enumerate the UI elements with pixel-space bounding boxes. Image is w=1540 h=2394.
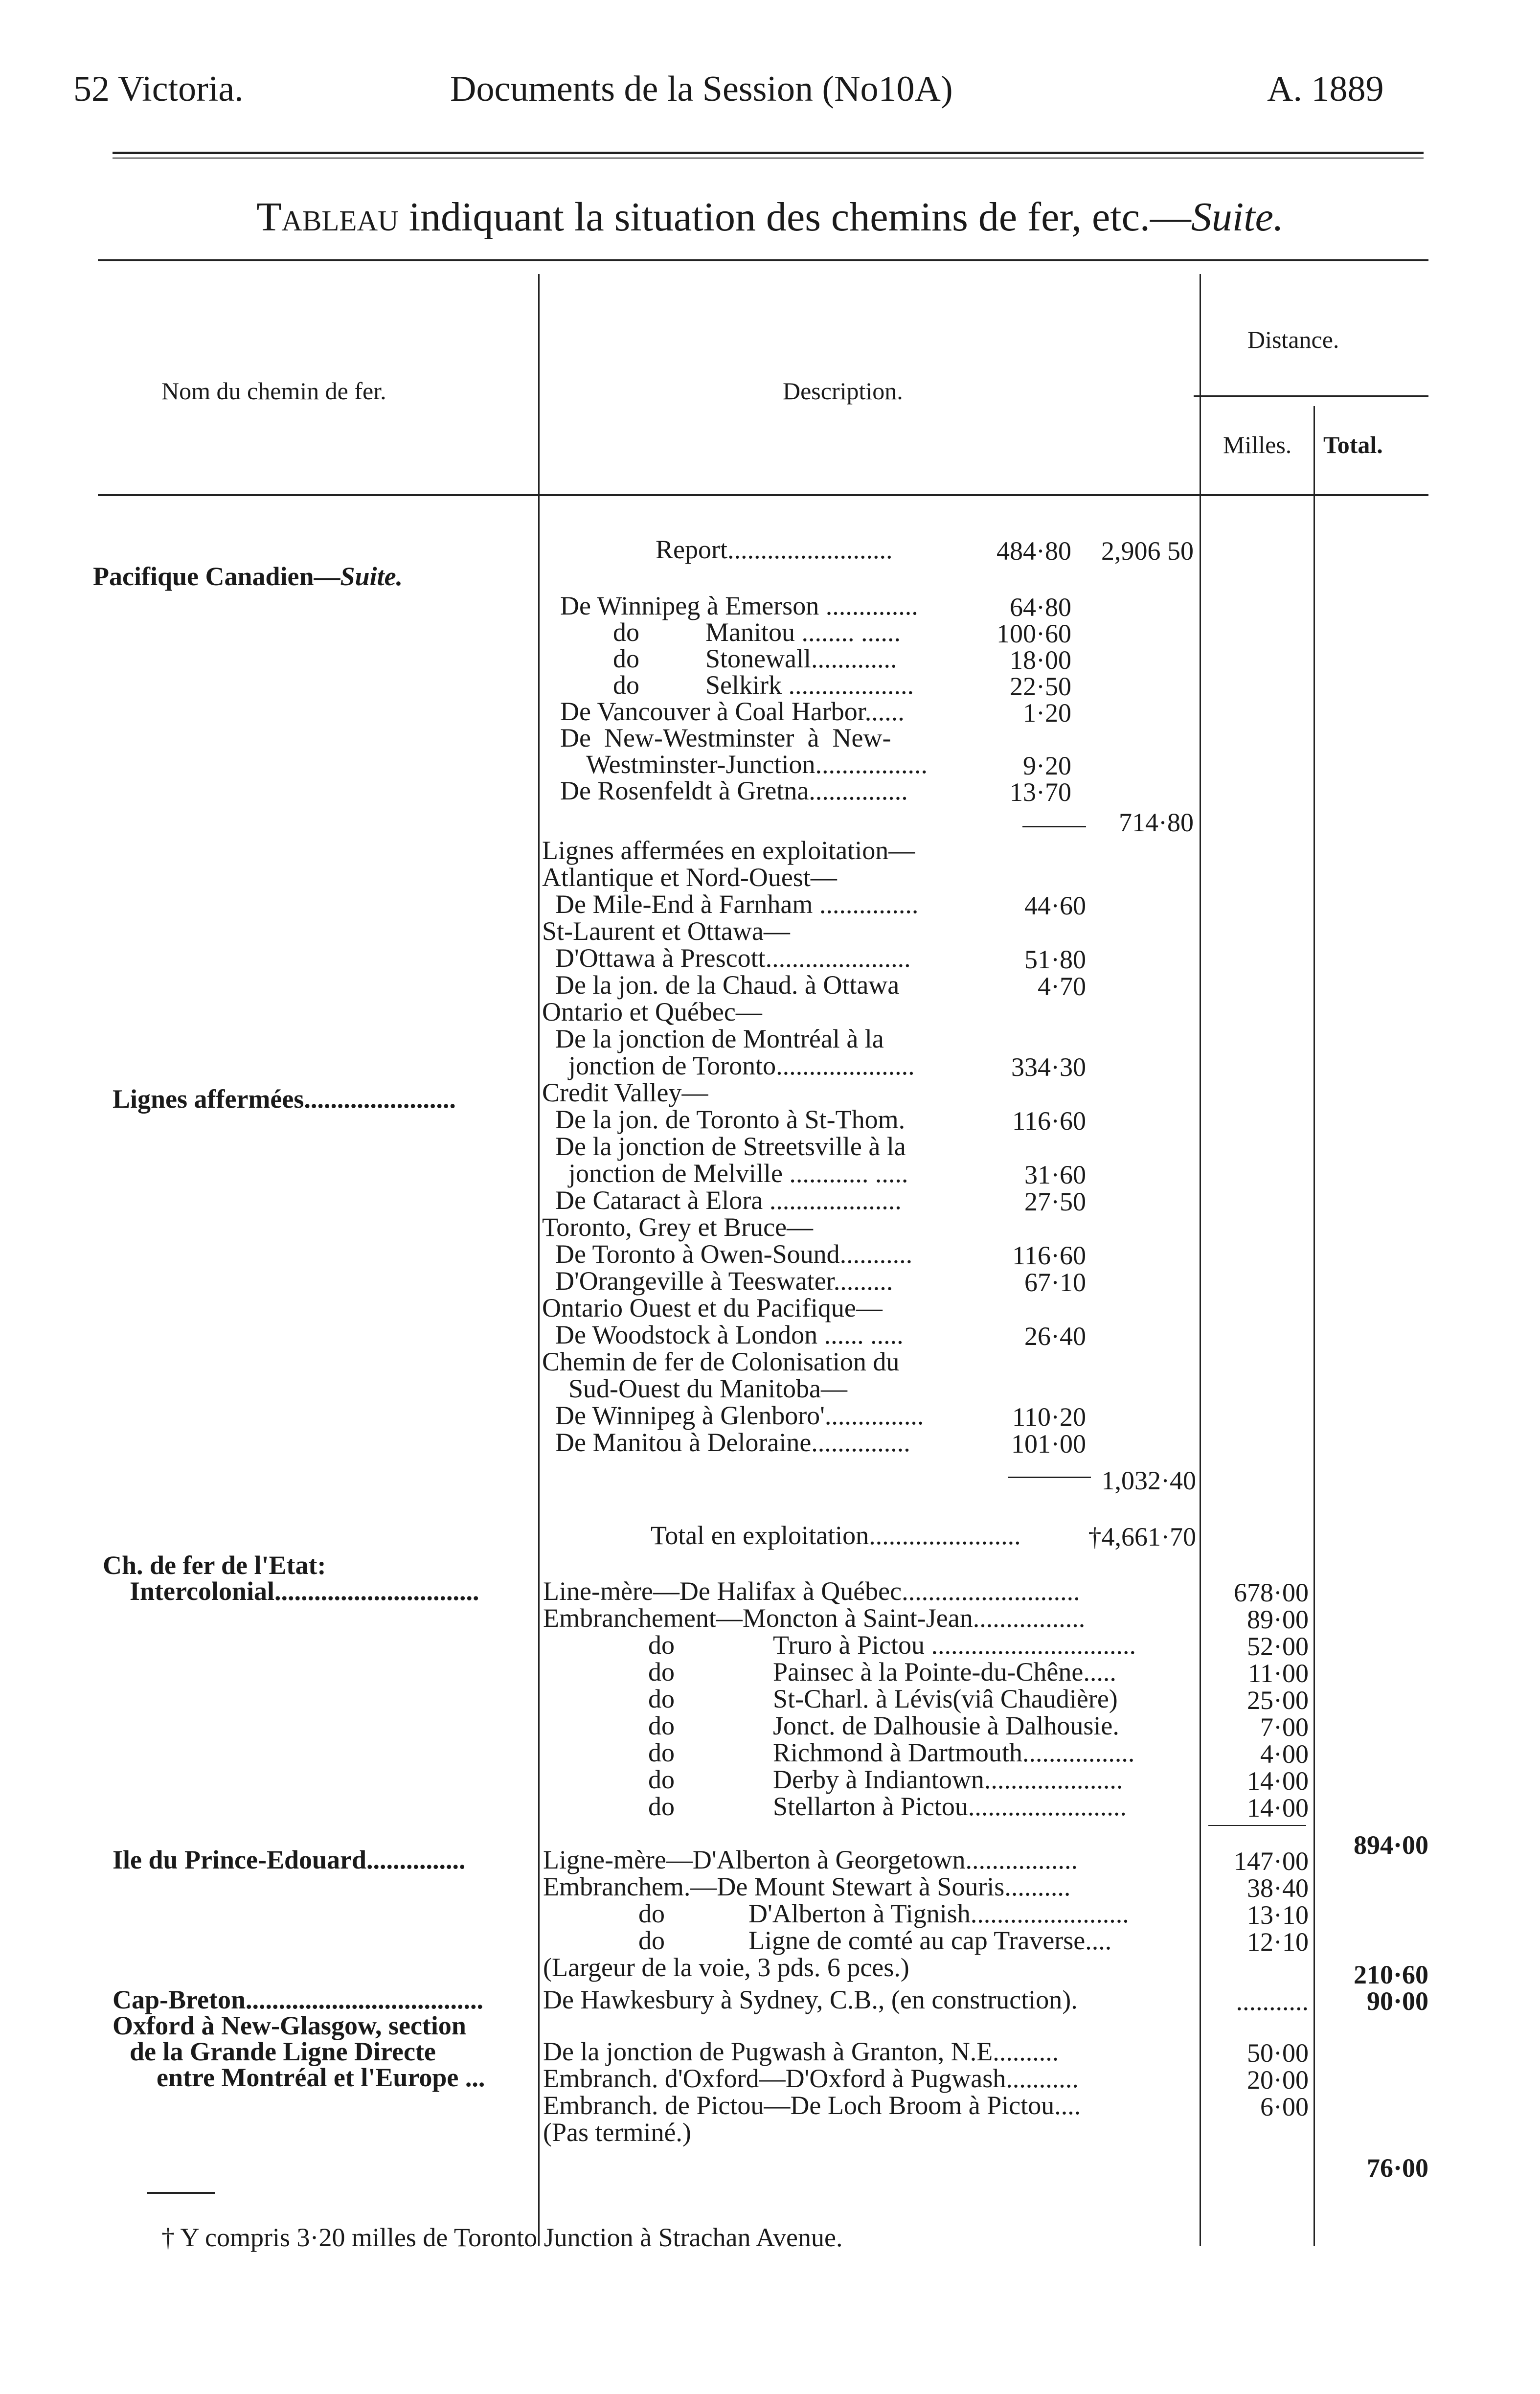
lignes-row-text: D'Orangeville à Teeswater......... xyxy=(542,1266,893,1296)
col-distance-header: Distance. xyxy=(1247,326,1339,353)
lignes-row-miles: 67·10 xyxy=(1024,1268,1086,1297)
intercolonial-row-miles: 4·00 xyxy=(1260,1739,1309,1769)
lignes-row-miles: 334·30 xyxy=(1011,1052,1086,1082)
footnote-rule xyxy=(147,2192,215,2194)
lignes-row-text: jonction de Melville ............ ..... xyxy=(542,1159,908,1188)
ile-row-text: Ligne-mère—D'Alberton à Georgetown................. xyxy=(543,1845,1078,1874)
pacifique-row-miles: 9·20 xyxy=(1023,751,1071,780)
lignes-row-text: De Manitou à Deloraine............... xyxy=(542,1428,910,1457)
pacifique-row-miles: 484·80 xyxy=(996,536,1071,566)
ile-row-miles: 13·10 xyxy=(1247,1900,1309,1930)
col-rule-2 xyxy=(1200,274,1201,2246)
intercolonial-row-text: Richmond à Dartmouth................. xyxy=(773,1738,1135,1767)
lignes-row-text: De Winnipeg à Glenboro'............... xyxy=(542,1401,924,1430)
intercolonial-row-do: do xyxy=(648,1657,675,1687)
lignes-row-miles: 26·40 xyxy=(1024,1322,1086,1351)
intercolonial-row-text: Derby à Indiantown..................... xyxy=(773,1765,1123,1794)
lignes-row-text: Sud-Ouest du Manitoba— xyxy=(542,1374,847,1403)
lignes-row-text: D'Ottawa à Prescott...................... xyxy=(542,943,911,973)
title-rule xyxy=(98,259,1428,261)
label-cap: Cap-Breton.................................... xyxy=(113,1985,484,2014)
intercolonial-row-do: do xyxy=(648,1765,675,1794)
col-rule-1 xyxy=(538,274,540,2246)
oxford-row-miles: 20·00 xyxy=(1247,2065,1309,2095)
oxford-row-text: Embranch. d'Oxford—D'Oxford à Pugwash........... xyxy=(543,2064,1079,2093)
lignes-row-miles: 116·60 xyxy=(1012,1241,1086,1270)
pacifique-row-text: do Manitou ........ ...... xyxy=(560,617,901,647)
footnote: † Y compris 3·20 milles de Toronto Junction à Strachan Avenue. xyxy=(161,2223,843,2252)
total-ile: 210·60 xyxy=(1353,1960,1428,1989)
cap-row-text: De Hawkesbury à Sydney, C.B., (en construction). xyxy=(543,1985,1078,2014)
pacifique-row-text: De Vancouver à Coal Harbor...... xyxy=(560,697,905,726)
intercolonial-row-do: do xyxy=(648,1684,675,1713)
label-ile: Ile du Prince-Edouard............... xyxy=(113,1845,466,1874)
intercolonial-row-miles: 11·00 xyxy=(1248,1659,1309,1688)
lignes-row-text: Lignes affermées en exploitation— xyxy=(542,836,915,865)
lignes-row-text: Ontario et Québec— xyxy=(542,997,762,1026)
pacifique-row-miles: 64·80 xyxy=(1010,593,1071,622)
lignes-row-text: De Toronto à Owen-Sound........... xyxy=(542,1239,913,1269)
pacifique-row-miles: 1·20 xyxy=(1023,698,1071,728)
total-exploitation-label: Total en exploitation....................... xyxy=(651,1521,1021,1550)
pacifique-row-text: do Selkirk ................... xyxy=(560,670,914,700)
label-lignes-affermees: Lignes affermées....................... xyxy=(113,1084,456,1114)
page-title xyxy=(0,193,1540,241)
lignes-row-miles: 27·50 xyxy=(1024,1187,1086,1216)
lignes-row-miles: 116·60 xyxy=(1012,1106,1086,1136)
pacifique-row-miles: 13·70 xyxy=(1010,777,1071,807)
intercolonial-row-text: Painsec à la Pointe-du-Chêne..... xyxy=(773,1657,1116,1687)
lignes-row-text: De la jonction de Montréal à la xyxy=(542,1024,884,1053)
lignes-row-text: De Mile-End à Farnham ............... xyxy=(542,889,919,919)
intercolonial-row-miles: 52·00 xyxy=(1247,1632,1309,1661)
header-bottom-rule xyxy=(98,494,1428,496)
pacifique-row-text: De Winnipeg à Emerson .............. xyxy=(560,591,918,620)
lignes-row-text: De Woodstock à London ...... ..... xyxy=(542,1320,904,1349)
oxford-row-miles: 6·00 xyxy=(1260,2092,1309,2121)
header-center: Documents de la Session (No10A) xyxy=(450,69,953,109)
ile-row-do: do xyxy=(638,1899,665,1928)
total-oxford: 76·00 xyxy=(1366,2153,1428,2183)
col-description-header: Description. xyxy=(783,377,903,405)
lignes-row-text: De la jon. de Toronto à St-Thom. xyxy=(542,1105,906,1134)
title-lead: Tableau xyxy=(256,194,399,240)
header-rule-thin xyxy=(113,158,1424,159)
col-miles-header: Milles. xyxy=(1223,431,1292,458)
col-rule-3 xyxy=(1314,406,1315,2246)
pacifique-row-text: Report......................... xyxy=(656,535,893,564)
lignes-row-text: De la jonction de Streetsville à la xyxy=(542,1132,906,1161)
pacifique-row-total: 2,906 50 xyxy=(1101,536,1194,566)
intercolonial-row-text: Truro à Pictou ............................... xyxy=(773,1630,1136,1660)
label-pacifique: Pacifique Canadien—Suite. xyxy=(93,562,403,591)
title-italic: Suite. xyxy=(1191,194,1284,240)
pacifique-subtotal: 714·80 xyxy=(1119,808,1194,837)
intercolonial-row-do: do xyxy=(648,1792,675,1821)
oxford-row-text: De la jonction de Pugwash à Granton, N.E.......... xyxy=(543,2037,1059,2066)
lignes-row-text: jonction de Toronto..................... xyxy=(542,1051,915,1080)
lignes-row-text: De Cataract à Elora .................... xyxy=(542,1186,902,1215)
intercolonial-row-text: St-Charl. à Lévis(viâ Chaudière) xyxy=(773,1684,1118,1713)
intercolonial-row-text: Embranchement—Moncton à Saint-Jean................. xyxy=(543,1603,1086,1633)
intercolonial-row-text: Jonct. de Dalhousie à Dalhousie. xyxy=(773,1711,1119,1740)
ile-row-text: Embranchem.—De Mount Stewart à Souris.......... xyxy=(543,1872,1071,1901)
intercolonial-row-do: do xyxy=(648,1711,675,1740)
header-rule xyxy=(113,152,1424,154)
intercolonial-row-do: do xyxy=(648,1630,675,1660)
pacifique-row-miles: 22·50 xyxy=(1010,672,1071,701)
lignes-row-miles: 51·80 xyxy=(1024,945,1086,974)
lignes-row-miles: 31·60 xyxy=(1024,1160,1086,1189)
ile-row-text: D'Alberton à Tignish........................ xyxy=(748,1899,1129,1928)
lignes-row-text: Credit Valley— xyxy=(542,1078,708,1107)
label-oxford-2: de la Grande Ligne Directe xyxy=(130,2037,436,2066)
distance-rule xyxy=(1194,395,1428,397)
lignes-row-text: De la jon. de la Chaud. à Ottawa xyxy=(542,970,900,1000)
lignes-row-miles: 44·60 xyxy=(1024,891,1086,920)
ile-row-text: Ligne de comté au cap Traverse.... xyxy=(748,1926,1112,1955)
lignes-row-text: Chemin de fer de Colonisation du xyxy=(542,1347,900,1376)
header-left: 52 Victoria. xyxy=(73,69,244,109)
ile-row-miles: 12·10 xyxy=(1247,1927,1309,1957)
intercolonial-row-text: Line-mère—De Halifax à Québec........................... xyxy=(543,1576,1080,1606)
label-oxford-3: entre Montréal et l'Europe ... xyxy=(157,2063,485,2092)
intercolonial-row-text: Stellarton à Pictou........................ xyxy=(773,1792,1127,1821)
label-oxford-1: Oxford à New-Glasgow, section xyxy=(113,2011,466,2040)
ile-row-do: do xyxy=(638,1926,665,1955)
pacifique-row-miles: 100·60 xyxy=(996,619,1071,648)
label-etat: Ch. de fer de l'Etat: xyxy=(103,1550,326,1580)
lignes-row-miles: 110·20 xyxy=(1012,1402,1086,1432)
pacifique-row-text: De Rosenfeldt à Gretna............... xyxy=(560,776,908,805)
label-intercolonial: Intercolonial............................... xyxy=(130,1576,479,1606)
total-intercolonial: 894·00 xyxy=(1353,1830,1428,1860)
lignes-row-miles: 101·00 xyxy=(1011,1429,1086,1459)
title-text: indiquant la situation des chemins de fer, etc.— xyxy=(408,194,1191,240)
total-cap: 90·00 xyxy=(1366,1986,1428,2016)
lignes-subtotal: 1,032·40 xyxy=(1101,1466,1196,1495)
ile-row-text: (Largeur de la voie, 3 pds. 6 pces.) xyxy=(543,1953,909,1982)
pacifique-row-text: De New-Westminster à New- xyxy=(560,723,891,752)
intercolonial-row-do: do xyxy=(648,1738,675,1767)
oxford-row-text: (Pas terminé.) xyxy=(543,2118,691,2147)
cap-row-miles: ........... xyxy=(1236,1986,1309,2016)
ile-row-miles: 38·40 xyxy=(1247,1873,1309,1903)
lignes-row-text: Toronto, Grey et Bruce— xyxy=(542,1212,814,1242)
lignes-row-text: Ontario Ouest et du Pacifique— xyxy=(542,1293,883,1322)
intercolonial-row-miles: 14·00 xyxy=(1247,1793,1309,1823)
pacifique-row-miles: 18·00 xyxy=(1010,645,1071,675)
oxford-row-miles: 50·00 xyxy=(1247,2038,1309,2068)
header-right: A. 1889 xyxy=(1267,69,1384,109)
intercolonial-row-miles: 7·00 xyxy=(1260,1712,1309,1742)
ile-row-miles: 147·00 xyxy=(1234,1847,1309,1876)
lignes-row-text: St-Laurent et Ottawa— xyxy=(542,916,790,946)
intercolonial-row-miles: 89·00 xyxy=(1247,1605,1309,1634)
intercolonial-rule xyxy=(1208,1825,1306,1826)
col-name-header: Nom du chemin de fer. xyxy=(161,377,386,405)
intercolonial-row-miles: 25·00 xyxy=(1247,1686,1309,1715)
total-exploitation-value: †4,661·70 xyxy=(1088,1522,1196,1551)
pacifique-row-text: Westminster-Junction................. xyxy=(560,750,928,779)
intercolonial-row-miles: 678·00 xyxy=(1234,1578,1309,1607)
oxford-row-text: Embranch. de Pictou—De Loch Broom à Pictou.... xyxy=(543,2091,1081,2120)
pacifique-row-text: do Stonewall............. xyxy=(560,644,897,673)
lignes-row-miles: 4·70 xyxy=(1038,972,1086,1001)
intercolonial-row-miles: 14·00 xyxy=(1247,1766,1309,1796)
lignes-row-text: Atlantique et Nord-Ouest— xyxy=(542,863,837,892)
col-total-header: Total. xyxy=(1323,431,1383,458)
